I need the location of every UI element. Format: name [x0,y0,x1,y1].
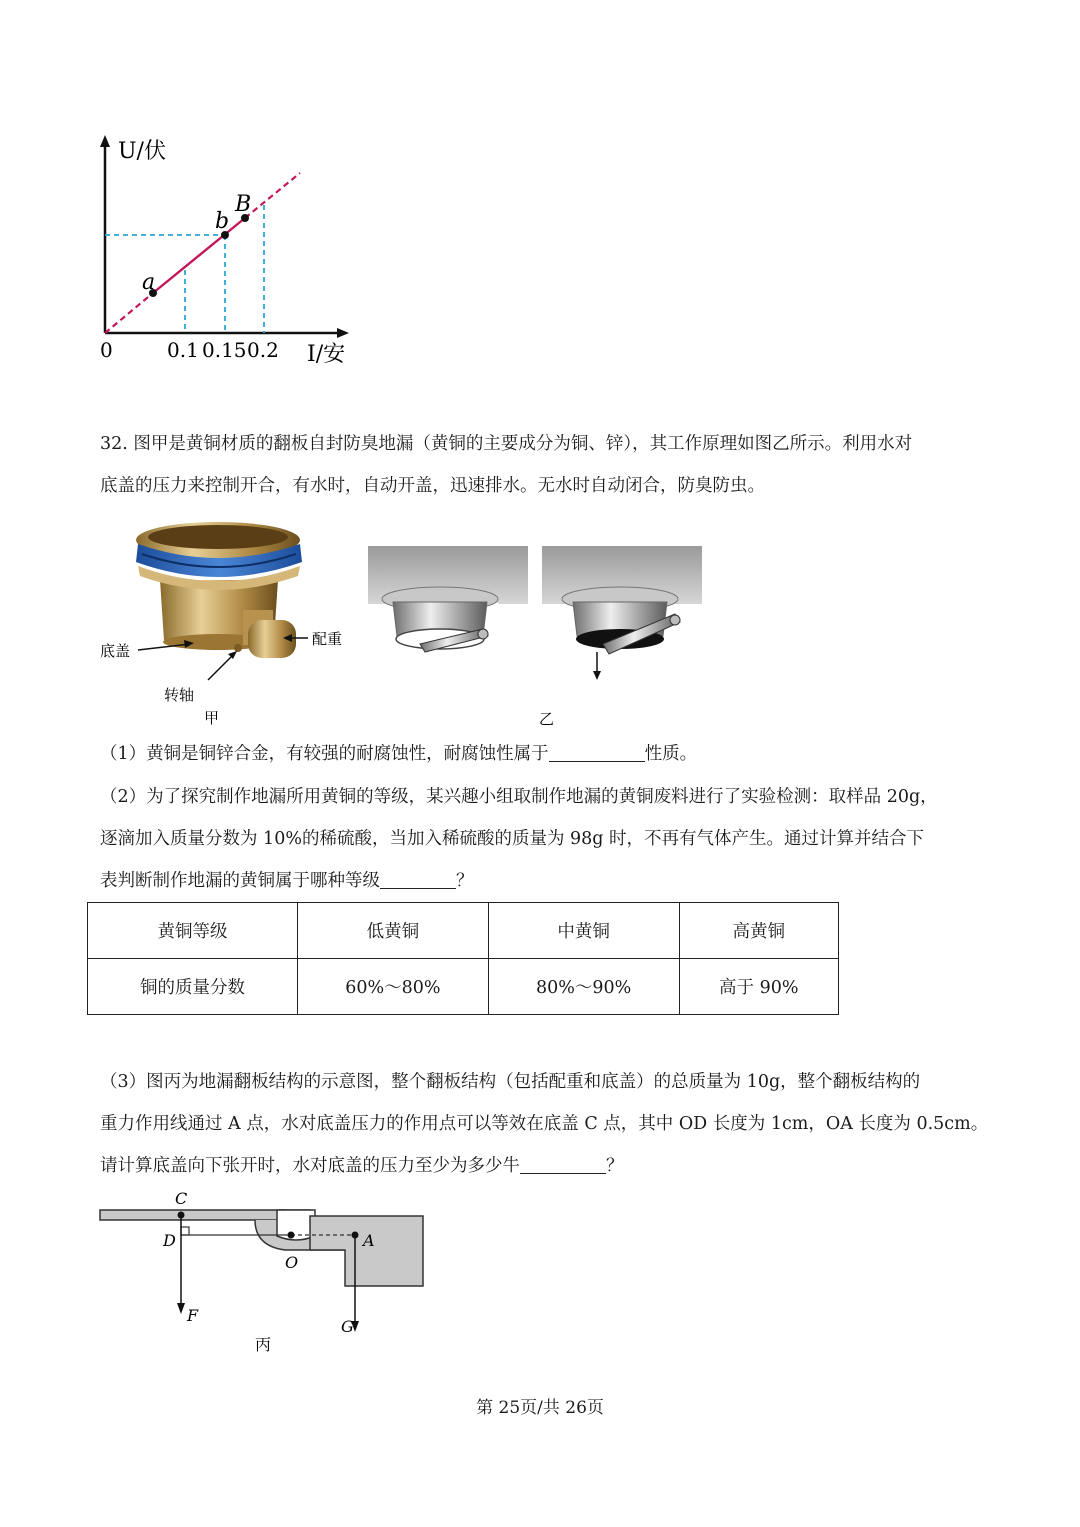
label-digai: 底盖 [100,642,131,660]
x-tick-label: 0.2 [247,338,279,362]
label-F: F [187,1306,199,1325]
caption-bing: 丙 [255,1335,272,1354]
line-extension-high [245,173,300,218]
drain-open-state [542,546,702,680]
answer-blank-2[interactable] [380,870,456,889]
q32-line1: 32. 图甲是黄铜材质的翻板自封防臭地漏（黄铜的主要成分为铜、锌），其工作原理如图乙所示。利用水对 [100,434,913,454]
drain-opening [148,525,288,549]
label-A: A [363,1231,375,1250]
table-cell: 80%～90% [488,959,679,1015]
label-O: O [285,1253,299,1272]
counterweight-body [310,1216,423,1286]
q32-part1 [100,742,697,766]
label-G: G [341,1317,354,1336]
brass-grade-table [87,902,839,1015]
point-label: b [215,209,230,234]
origin-label: 0 [100,338,113,362]
part3-text-end: ？ [606,1156,624,1176]
page-footer: 第 25页/共 26页 [476,1398,604,1418]
answer-blank-1[interactable] [549,743,645,762]
u-i-graph [85,125,375,375]
point-label: B [235,192,252,217]
q32-part3-line1: （3）图丙为地漏翻板结构的示意图，整个翻板结构（包括配重和底盖）的总质量为 10g，整个翻板结构的 [100,1072,921,1092]
figure-yi-working-principle [365,544,710,734]
drain-closed-state [368,546,528,652]
point-C [178,1212,185,1219]
u-i-line [153,218,245,293]
x-axis-arrow [337,328,349,338]
pivot-axis [234,644,242,652]
label-zhuanzhou: 转轴 [164,686,195,704]
figure-jia-drain [98,510,358,730]
label-D: D [163,1231,176,1250]
figure-bing-lever-diagram [95,1188,435,1358]
x-tick-label: 0.15 [202,338,247,362]
table-cell: 60%～80% [298,959,489,1015]
caption-jia: 甲 [204,709,220,727]
table-row [88,959,839,1015]
point-A [352,1232,359,1239]
part1-text-end: 性质。 [644,744,698,764]
table-row [88,903,839,959]
point-O [288,1232,295,1239]
x-tick-label: 0.1 [167,338,199,362]
part2-text: 表判断制作地漏的黄铜属于哪种等级 [100,871,380,891]
part3-text: 请计算底盖向下张开时，水对底盖的压力至少为多少牛 [100,1156,520,1176]
q32-line2: 底盖的压力来控制开合，有水时，自动开盖，迅速排水。无水时自动闭合，防臭防虫。 [100,476,765,496]
line-extension-low [105,293,153,333]
table-cell: 黄铜等级 [88,903,298,959]
part1-text: （1）黄铜是铜锌合金，有较强的耐腐蚀性，耐腐蚀性属于 [100,744,549,764]
point-label: a [142,270,156,295]
label-C: C [175,1189,188,1208]
q32-part2-line1: （2）为了探究制作地漏所用黄铜的等级，某兴趣小组取制作地漏的黄铜废料进行了实验检测：取样品 20g， [100,787,938,807]
table-cell: 低黄铜 [298,903,489,959]
caption-yi: 乙 [539,710,555,728]
top-plate [100,1210,285,1220]
table-cell: 中黄铜 [488,903,679,959]
label-peizhong: 配重 [312,630,343,648]
table-cell: 高于 90% [679,959,838,1015]
x-axis-label: I/安 [307,342,346,367]
answer-blank-3[interactable] [520,1155,606,1174]
table-cell: 高黄铜 [679,903,838,959]
q32-part3-line2: 重力作用线通过 A 点，水对底盖压力的作用点可以等效在底盖 C 点，其中 OD 长度为 1cm，OA 长度为 0.5cm。 [100,1114,989,1134]
table-cell: 铜的质量分数 [88,959,298,1015]
q32-part2-line2: 逐滴加入质量分数为 10%的稀硫酸，当加入稀硫酸的质量为 98g 时，不再有气体产生。通过计算并结合下 [100,829,925,849]
q32-part2-line3 [100,869,474,893]
y-axis-label: U/伏 [118,139,166,164]
y-axis-arrow [100,135,110,147]
q32-part3-line3 [100,1154,624,1178]
part2-text-end: ？ [456,871,474,891]
